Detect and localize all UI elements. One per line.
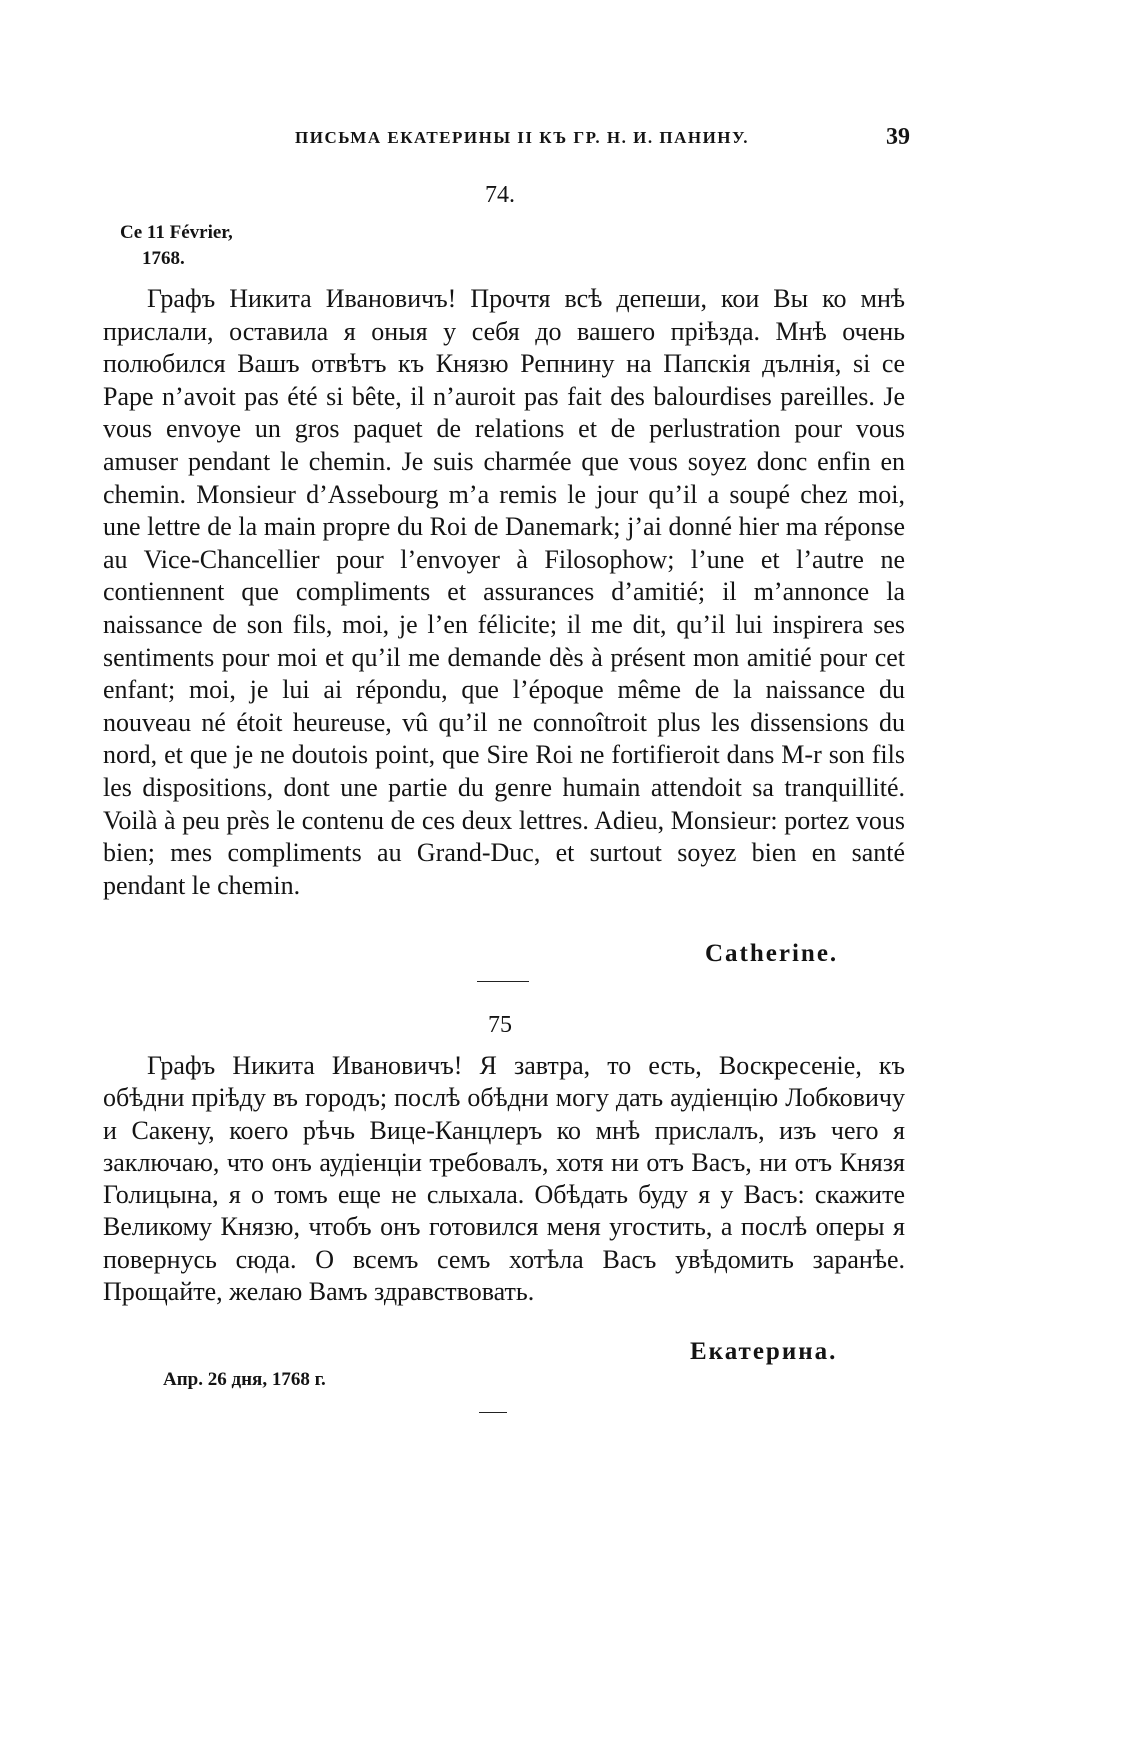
end-mark [479,1412,507,1413]
letter-number-75: 75 [488,1012,512,1038]
letter-date-line-1: Ce 11 Février, [120,222,233,243]
letter-75-date: Апр. 26 дня, 1768 г. [163,1369,326,1390]
section-divider [477,981,529,982]
running-title: ПИСЬМА ЕКАТЕРИНЫ II КЪ ГР. Н. И. ПАНИНУ. [295,128,749,147]
letter-75-body: Графъ Никита Ивановичъ! Я завтра, то есть, Воскресенiе, къ обѣдни прiѣду въ городъ; послѣ обѣдни могу дать аудiенцiю Лобковичу и Сакену, коего рѣчь Вице-Канцлеръ ко мнѣ прислалъ, изъ чего я заключаю, что онъ аудiенцiи требовалъ, хотя ни отъ Васъ, ни отъ Князя Голицына, я о томъ еще не слыхала. Обѣдать буду я у Васъ: скажите Великому Князю, чтобъ онъ готовился меня угостить, а послѣ оперы я повернусь сюда. О всемъ семъ хотѣла Васъ увѣдомить заранѣе. Прощайте, желаю Вамъ здравствовать. [103,1051,905,1307]
page-number: 39 [886,124,910,150]
letter-75-signature: Екатерина. [690,1338,838,1365]
letter-74-body: Графъ Никита Ивановичъ! Прочтя всѣ депеши, кои Вы ко мнѣ прислали, оставила я оныя у себя до вашего прiѣзда. Мнѣ очень полюбился Вашъ отвѣтъ къ Князю Репнину на Папскiя дълнiя, si ce Pape n’avoit pas été si bête, il n’auroit pas fait des balourdises pareilles. Je vous envoye un gros paquet de relations et de perlustration pour vous amuser pendant le chemin. Je suis charmée que vous soyez donc enfin en chemin. Monsieur d’Assebourg m’a remis le jour qu’il a soupé chez moi, une lettre de la main propre du Roi de Danemark; j’ai donné hier ma réponse au Vice-Chancellier pour l’envoyer à Filosophow; l’une et l’autre ne contiennent que compliments et assurances d’amitié; il m’annonce la naissance de son fils, moi, je l’en félicite; il me dit, qu’il lui inspirera ses sentiments pour moi et qu’il me demande dès à présent mon amitié pour cet enfant; moi, je lui ai répondu, que l’époque même de la naissance du nouveau né étoit heureuse, vû qu’il ne connoîtroit plus les dissensions du nord, et que je ne doutois point, que Sire Roi ne fortifieroit dans M-r son fils les dispositions, dont une partie du genre humain attendoit sa tranquillité. Voilà à peu près le contenu de ces deux lettres. Adieu, Monsieur: portez vous bien; mes compliments au Grand-Duc, et surtout soyez bien en santé pendant le chemin. [103,284,905,900]
letter-date-line-2: 1768. [142,248,185,269]
letter-number-74: 74. [485,182,515,208]
letter-74-signature: Catherine. [705,940,839,967]
